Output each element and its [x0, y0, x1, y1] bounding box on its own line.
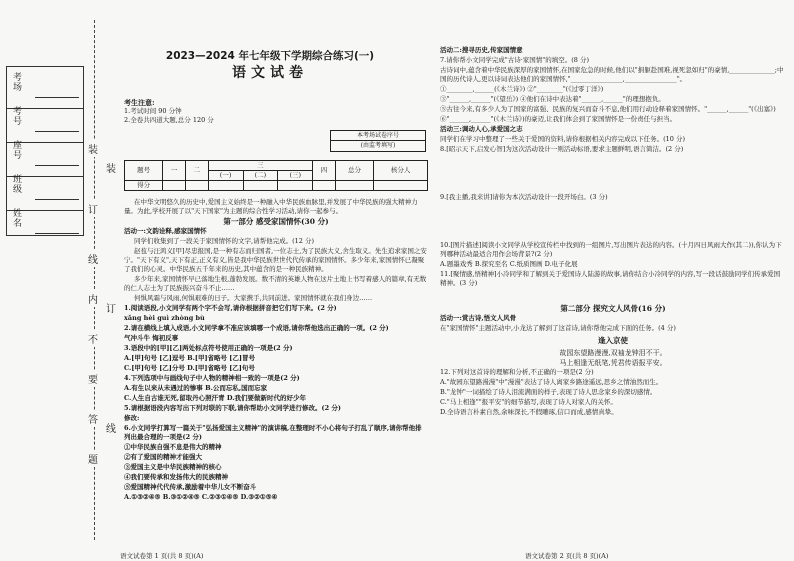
question-2-options: 气冲斗牛 悔初反事 [124, 334, 179, 342]
answer-space[interactable] [440, 289, 786, 303]
exam-title: 2023—2024 年七年级下学期综合练习(一) [165, 50, 375, 62]
passage-text: 多少年来,家国情怀早已落地生根,蓬勃发展。数不清的英雄人物在这片土地上书写着感人的篇章,有无数的仁人志士为了民族振兴奋斗不止…… [124, 275, 427, 292]
part2-title: 第二部分 探究文人风骨(16 分) [560, 304, 666, 313]
question-5: 5.请根据语段内容写出下列对联的下联,请你帮助小文同学进行修改。(2 分) [124, 404, 341, 412]
question-7-text: ⑤古往今来,有多少人为了国家的富强、民族的复兴而奋斗不息,他们用行动诠释着家国情怀。"______,______"(《出塞》) [440, 105, 776, 113]
poem-line: 故园东望路漫漫,双袖龙钟泪不干。 [559, 349, 667, 357]
score-header: 总分 [335, 161, 373, 181]
score-cell[interactable] [278, 181, 313, 191]
notice-block [124, 98, 264, 125]
question-12-option: B."龙钟"一词描绘了诗人泪流满面的样子,表现了诗人思念家乡的深切感情。 [440, 388, 657, 396]
name-label: 姓名 [13, 209, 24, 229]
score-cell[interactable] [313, 181, 336, 191]
score-cell[interactable] [335, 181, 373, 191]
left-column [112, 50, 428, 555]
page-footer-left: 语文试卷第 1 页(共 8 页)(A) [120, 552, 204, 560]
question-4: 4.下列选项中与画线句子中人物的精神相一致的一项是(2 分) [124, 374, 300, 382]
exam-room-label: 考场 [13, 73, 24, 93]
question-1: 1.阅读语段,小文同学有两个字不会写,请你根据拼音把它们写下来。(2 分) [124, 304, 337, 312]
question-2: 2.请在横线上填入成语,小文同学拿不准应该填哪一个成语,请你帮他选出正确的一项。(2 分) [124, 324, 389, 332]
question-11: 11.[聚情感,悟精神]小冷同学和了解到关于爱国诗人陆游的故事,请你结合小冷同学的内容,写一段话鼓励同学们传承爱国精神。(3 分) [440, 270, 781, 287]
score-header: 二 [185, 161, 208, 181]
left-body [124, 198, 428, 503]
binding-char: 装 [88, 140, 98, 157]
notice-item: 1.考试时间 90 分钟 [124, 107, 182, 115]
part1-title: 第一部分 感受家国情怀(30 分) [223, 217, 329, 226]
question-4-options: C.人生自古谁无死,留取丹心照汗青 D.我们要做新时代的好少年 [124, 394, 307, 402]
notice-item: 2.全卷共四道大题,总分 120 分 [124, 116, 214, 124]
question-7-text: ③"______,______"(《望岳》) ④他们在诗中表达着"______,______"的理想抱负。 [440, 95, 665, 103]
exam-number-field[interactable] [35, 131, 79, 132]
exam-number-label: 考号 [13, 107, 24, 127]
seat-box-label: 本考场试卷序号 [331, 131, 425, 141]
binding-char: 题 [88, 450, 98, 467]
binding-char: 线 [88, 250, 98, 267]
question-6-item: ③爱国主义是中华民族精神的核心 [124, 463, 222, 471]
binding-side-char: 装 [106, 164, 116, 175]
question-3-options: A.[甲]句号 [乙]逗号 B.[甲]省略号 [乙]冒号 [124, 354, 255, 362]
activity4-desc: 在"家国情怀"主题活动中,小龙达了解到了这首诗,请你帮他完成下面的任务。(4 分) [440, 324, 676, 332]
question-7: 7.请你帮小文同学完成"古诗·家国情"的填空。(8 分) [440, 56, 590, 64]
score-cell[interactable] [163, 181, 186, 191]
exam-room-field[interactable] [35, 97, 79, 98]
question-12-option: A."故园东望路漫漫"中"漫漫"表达了诗人离家乡路途遥远,思乡之情油然而生。 [440, 378, 663, 386]
question-6-item: ⑤爱国精神代代传承,激励着中华儿女不断奋斗 [124, 483, 257, 491]
question-8: 8.[昭示天下,启发心智]为这次活动设计一则活动标语,要求主题鲜明,语言简洁。(2 分) [440, 145, 684, 153]
question-6-item: ①中华民族自强不息是伟大的精神 [124, 443, 222, 451]
activity3-title: 活动三:调动人心,承爱国之志 [440, 125, 523, 133]
question-1-pinyin: xǎng hèi guì zhòng bù [124, 314, 205, 322]
seat-box-note: (由监考填写) [360, 142, 396, 149]
answer-space[interactable] [440, 203, 786, 241]
activity3-desc: 同学们在学习中整理了一些关于爱国的资料,请你根据相关内容完成以下任务。(10 分) [440, 135, 685, 143]
question-12: 12.下列对这首诗的理解和分析,不正确的一项是(2 分) [440, 368, 594, 376]
question-9: 9.[我主播,我来讲]请你为本次活动设计一段开场白。(3 分) [440, 193, 608, 201]
page-footer-right: 语文试卷第 2 页(共 8 页)(A) [525, 552, 609, 560]
binding-char: 不 [88, 330, 98, 347]
score-table [124, 160, 428, 191]
score-header: 四 [313, 161, 336, 181]
score-header: 三 [208, 161, 313, 171]
score-header: 题号 [125, 161, 163, 181]
class-field[interactable] [35, 199, 79, 200]
question-6-options: A.①③②④⑤ B.③①②④⑤ C.②③①④⑤ D.③②①⑤④ [124, 493, 278, 501]
binding-side-char: 订 [106, 304, 116, 315]
name-field[interactable] [35, 233, 79, 234]
question-10-options: A.题墨戏秀 B.探究至名 C.纸质图画 D.电子化展 [440, 260, 578, 268]
seat-number-field[interactable] [35, 165, 79, 166]
question-6-item: ④我们要传承和发扬伟大的民族精神 [124, 473, 228, 481]
binding-char: 内 [88, 290, 98, 307]
score-row-label: 得分 [125, 181, 163, 191]
student-info-box [6, 66, 84, 236]
score-subheader: (二) [243, 171, 278, 181]
seat-number-label: 座号 [13, 141, 24, 161]
binding-char: 订 [88, 200, 98, 217]
question-7-text: ①________,______(《木兰诗》) ②"________"(《过零丁洋》) [440, 85, 604, 93]
question-7-text: 古诗词中,蕴含着中华民族深厚的家国情怀,在国家危急的时候,他们以"捐躯赴国难,视死忽如归"的豪情,______________;中国的历代诗人,更以诗词表达他们的家国情怀,"________________,________________"。 [440, 66, 784, 83]
activity4-title: 活动一:赏古诗,悟文人风骨 [440, 314, 517, 322]
seat-number-box [330, 130, 426, 152]
question-4-options: A.有生以来从未遇过的惨事 B.公而忘私,国而忘家 [124, 384, 268, 392]
question-12-option: D.全诗语言朴素自然,余味深长,不假雕琢,信口而成,感情真挚。 [440, 408, 618, 416]
exam-subtitle: 语文试卷 [232, 65, 308, 81]
intro-text: 在中华文明悠久的历史中,爱国主义始终是一种融入中华民族血脉里,并发展了中华民族的强大精神力量。为此,学校开展了以"天下国家"为主题的综合性学习活动,请你一起参与。 [124, 198, 418, 215]
question-5-answer: 修改: [124, 414, 140, 422]
passage-text: 何惧风霜与风雨,何惧艰难的日子。大家携手,共同前进。家国情怀就在我们身边…… [134, 294, 373, 302]
score-subheader: (三) [278, 171, 313, 181]
question-12-option: C."马上相逢""报平安"的细节描写,表现了诗人对家人的关怀。 [440, 398, 617, 406]
activity1-desc: 同学们收集到了一段关于家国情怀的文字,请帮他完成。(12 分) [134, 237, 314, 245]
question-3: 3.语段中的[甲][乙]两处标点符号使用正确的一项是(2 分) [124, 344, 293, 352]
poem-title: 逢入京使 [598, 336, 628, 345]
question-10: 10.[图片描述]阅读小文同学从学校宣传栏中找到的一组图片,写出图片表达的内容。(十月四日风雨大作(其二)),你认为下列哪种活动最适合用作会场背景?(2 分) [440, 241, 782, 258]
name-row [7, 203, 83, 237]
binding-side-char: 线 [106, 424, 116, 435]
score-header: 核分人 [374, 161, 428, 181]
score-cell[interactable] [243, 181, 278, 191]
answer-space[interactable] [440, 155, 786, 193]
right-column [440, 46, 786, 551]
poem-line: 马上相逢无纸笔,凭君传语报平安。 [559, 359, 667, 367]
activity2-title: 活动二:搜寻历史,传家国情意 [440, 46, 523, 54]
question-3-options: C.[甲]句号 [乙]分号 D.[甲]省略号 [乙]句号 [124, 364, 255, 372]
score-cell[interactable] [208, 181, 243, 191]
notice-title: 考生注意: [124, 98, 155, 107]
question-7-text: ⑥"______,______"(《木兰诗》)的豪迈,让我们体会到了家国情怀是一份责任与担当。 [440, 115, 677, 123]
question-6: 6.小文同学打算写一篇关于"弘扬爱国主义精神"的演讲稿,在整理时不小心将句子打乱了顺序,请你帮他排列出最合理的一项是(2 分) [124, 424, 422, 441]
score-cell[interactable] [374, 181, 428, 191]
binding-strip [0, 0, 116, 561]
score-header: 一 [163, 161, 186, 181]
binding-char: 要 [88, 370, 98, 387]
class-label: 班级 [13, 175, 24, 195]
passage-text: 赵苞与汪鸿义[甲]尽忠报国,是一种有志而归国者,一位志士,为了民族大义,舍生取义。先生追求家国之安宁。"天下有义",天下有正,正义有义,皆是我中华民族世世代代传承的家国情怀。多少年来,家国情怀已凝聚了我们的心灵。中华民族五千年来的历史,其中蕴含的是一种民族精神。 [124, 247, 427, 273]
score-subheader: (一) [208, 171, 243, 181]
binding-char: 答 [88, 410, 98, 427]
question-6-item: ②有了爱国的精神才能强大 [124, 453, 202, 461]
score-cell[interactable] [185, 181, 208, 191]
activity1-title: 活动一:文韵诠释,感家国情怀 [124, 227, 207, 235]
